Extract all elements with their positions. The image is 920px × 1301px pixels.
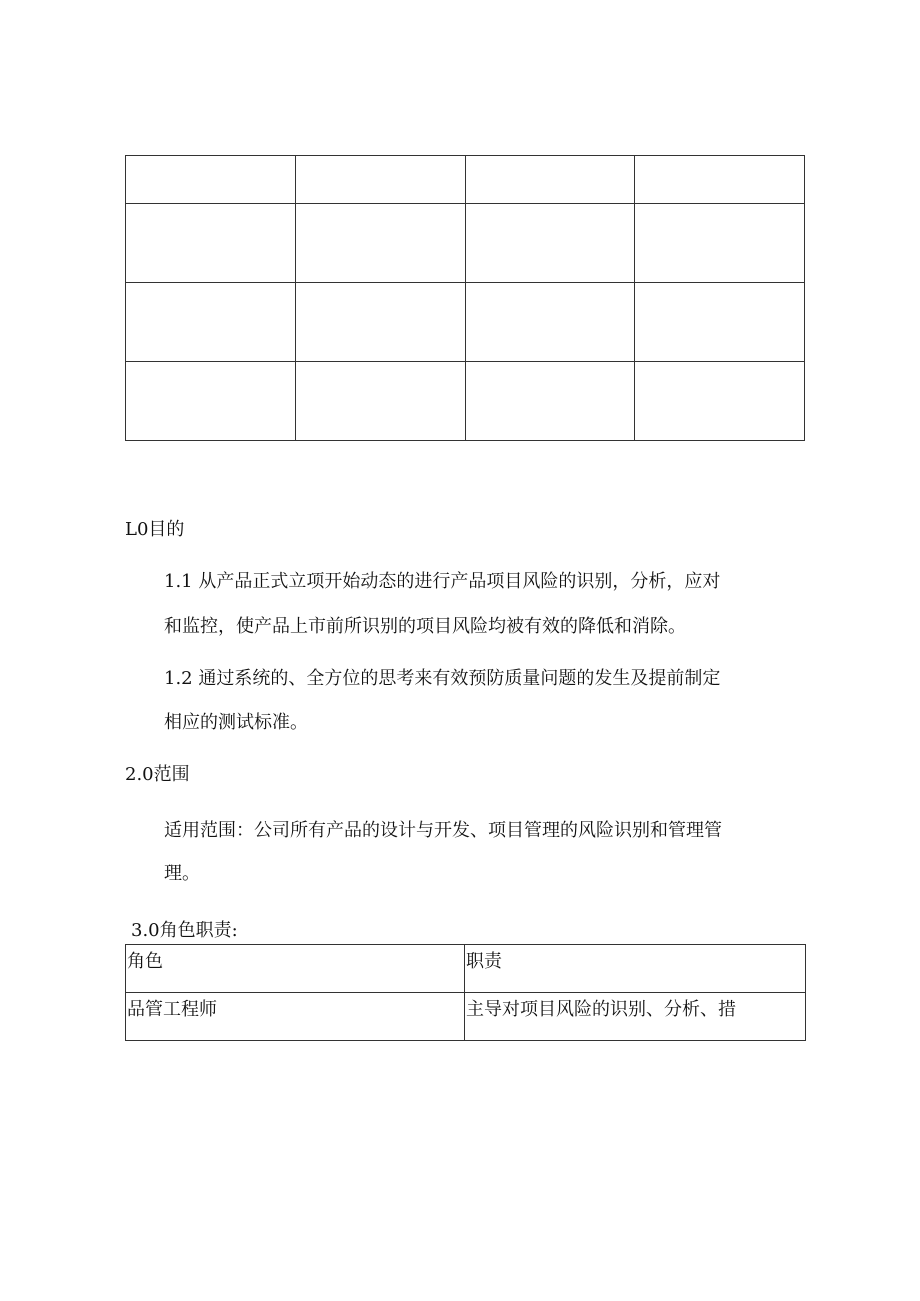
purpose-item-1-1-line-2: 和监控，使产品上市前所识别的项目风险均被有效的降低和消除。 bbox=[164, 616, 686, 637]
table-header-row bbox=[126, 945, 806, 993]
table-cell bbox=[126, 362, 296, 441]
table-row bbox=[126, 362, 805, 441]
table-header-cell: 角色 bbox=[126, 945, 465, 993]
table-cell bbox=[295, 204, 465, 283]
table-row bbox=[126, 156, 805, 204]
table-cell bbox=[465, 204, 635, 283]
table-cell bbox=[465, 283, 635, 362]
purpose-item-1-1-line-1: 1.1 从产品正式立项开始动态的进行产品项目风险的识别，分析，应对 bbox=[164, 571, 721, 592]
table-cell: 主导对项目风险的识别、分析、措 bbox=[465, 993, 806, 1041]
table-cell bbox=[635, 156, 805, 204]
table-row bbox=[126, 993, 806, 1041]
roles-table bbox=[125, 944, 806, 1041]
table-row bbox=[126, 204, 805, 283]
table-cell: 品管工程师 bbox=[126, 993, 465, 1041]
table-cell bbox=[295, 362, 465, 441]
scope-heading: 2.0范围 bbox=[125, 764, 190, 785]
table-cell bbox=[126, 283, 296, 362]
approval-table bbox=[125, 155, 805, 441]
purpose-heading: L0目的 bbox=[125, 519, 185, 540]
scope-text-line-1: 适用范围：公司所有产品的设计与开发、项目管理的风险识别和管理管 bbox=[164, 820, 722, 841]
table-cell bbox=[635, 362, 805, 441]
table-cell bbox=[295, 283, 465, 362]
table-header-cell: 职责 bbox=[465, 945, 806, 993]
table-cell bbox=[295, 156, 465, 204]
table-row bbox=[126, 283, 805, 362]
table-cell bbox=[126, 204, 296, 283]
table-cell bbox=[465, 362, 635, 441]
purpose-item-1-2-line-2: 相应的测试标准。 bbox=[164, 712, 308, 733]
purpose-item-1-2-line-1: 1.2 通过系统的、全方位的思考来有效预防质量问题的发生及提前制定 bbox=[164, 668, 721, 689]
table-cell bbox=[635, 204, 805, 283]
table-cell bbox=[635, 283, 805, 362]
table-cell bbox=[126, 156, 296, 204]
table-cell bbox=[465, 156, 635, 204]
roles-heading: 3.0角色职责: bbox=[131, 920, 238, 941]
scope-text-line-2: 理。 bbox=[164, 863, 200, 884]
